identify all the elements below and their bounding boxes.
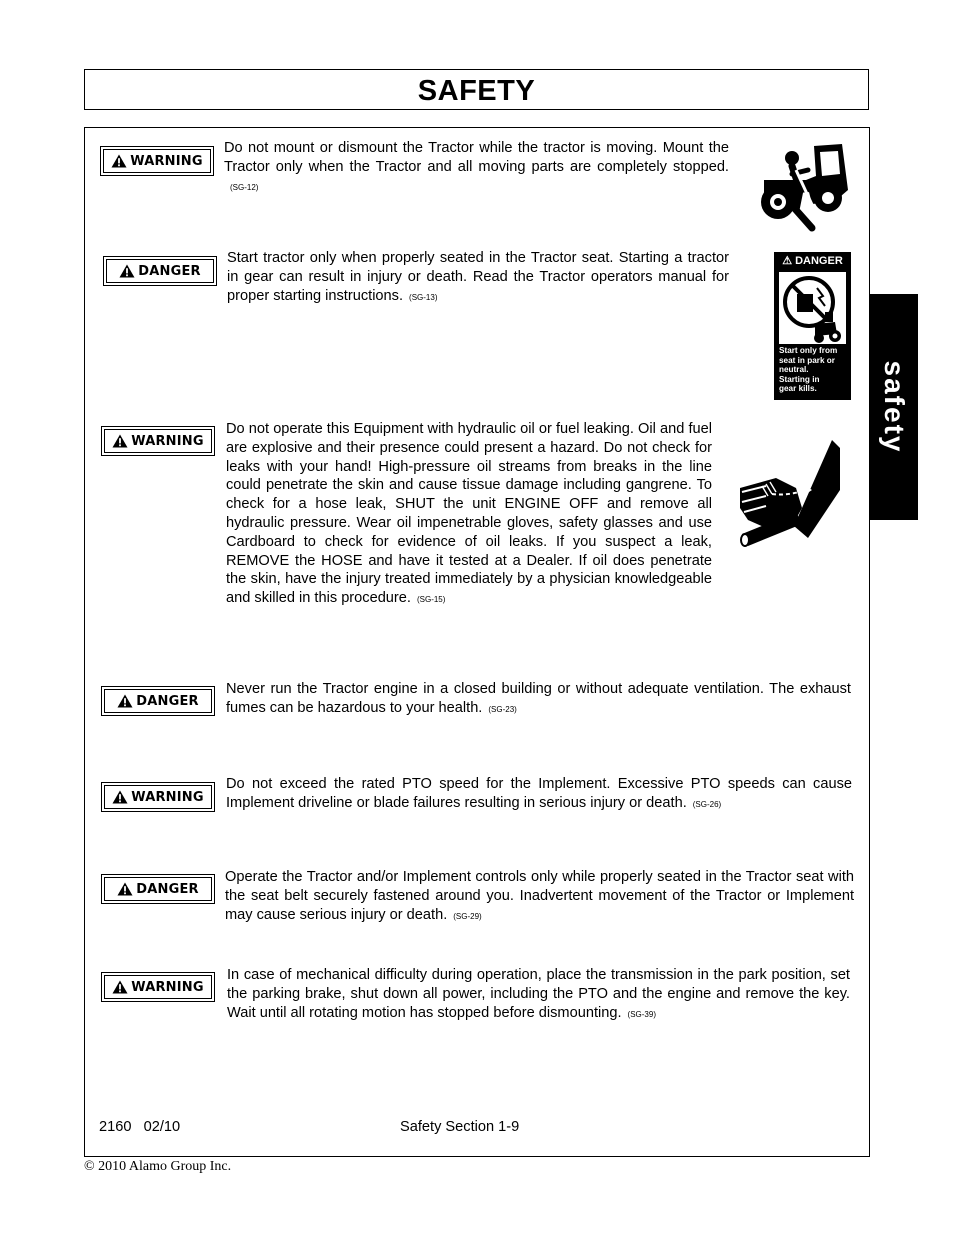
footer-model-date: 2160 02/10 — [99, 1119, 181, 1135]
danger-decal — [774, 252, 851, 400]
badge-label: DANGER — [136, 881, 199, 897]
high-pressure-fluid-hazard-icon — [736, 438, 840, 548]
badge-label: DANGER — [138, 263, 201, 279]
badge-label: WARNING — [131, 789, 204, 805]
warning-badge — [101, 782, 215, 812]
notice-code: (SG-13) — [409, 292, 438, 302]
warning-badge — [100, 146, 214, 176]
alert-triangle-icon — [119, 264, 135, 278]
danger-badge — [101, 686, 215, 716]
notice-code: (SG-12) — [230, 182, 259, 192]
notice-code: (SG-26) — [692, 799, 722, 809]
danger-badge — [103, 256, 217, 286]
alert-triangle-icon — [117, 694, 133, 708]
alert-triangle-icon — [117, 882, 133, 896]
alert-triangle-icon — [111, 154, 127, 168]
badge-label: WARNING — [131, 433, 204, 449]
decal-heading: ⚠ DANGER — [782, 255, 843, 267]
notice-code: (SG-23) — [488, 704, 517, 714]
alert-triangle-icon — [112, 790, 128, 804]
copyright: © 2010 Alamo Group Inc. — [84, 1159, 232, 1174]
alert-triangle-icon: ⚠ — [782, 255, 793, 267]
notice-text: Start tractor only when properly seated in the Tractor seat. Starting a tractor in gear can result in injury or death. Read the Tractor operators manual for proper starting instructions. (SG-13) — [227, 250, 729, 304]
footer-section: Safety Section 1-9 — [400, 1119, 520, 1135]
notice-code: (SG-39) — [627, 1009, 656, 1019]
notice-code: (SG-15) — [416, 595, 446, 605]
side-tab-label: safety — [878, 360, 910, 454]
section-side-tab — [869, 294, 918, 520]
decal-text: Start only from seat in park or neutral. Starting in gear kills. — [779, 346, 838, 394]
tractor-mounting-hazard-icon — [756, 140, 852, 232]
badge-label: DANGER — [136, 693, 199, 709]
danger-badge — [101, 874, 215, 904]
notice-text: Do not mount or dismount the Tractor while the tractor is moving. Mount the Tractor only when the Tractor and all moving parts are completely stopped.(SG-12) — [224, 140, 729, 192]
page-title: SAFETY — [417, 75, 536, 107]
notice-text: Do not operate this Equipment with hydraulic oil or fuel leaking. Oil and fuel are explosive and their presence could present a hazard. Do not check for leaks with your hand! High-pressure oil streams from breaks in the line could penetrate the skin and cause tissue damage including gangrene. To check for a hose leak, SHUT the unit ENGINE OFF and remove all hydraulic pressure. Wear oil impenetrable gloves, safety glasses and use Cardboard to check for evidence of oil leaks. If you suspect a leak, REMOVE the HOSE and have it tested at a Dealer. If oil does penetrate the skin, have the injury treated immediately by a physician knowledgeable and skilled in this procedure. (SG-15) — [226, 421, 712, 607]
header-box — [84, 69, 869, 110]
warning-badge — [101, 426, 215, 456]
notice-text: Never run the Tractor engine in a closed building or without adequate ventilation. The exhaust fumes can be hazardous to your health. (SG-23) — [226, 681, 851, 716]
badge-label: WARNING — [130, 153, 203, 169]
badge-label: WARNING — [131, 979, 204, 995]
notice-code: (SG-29) — [453, 911, 482, 921]
alert-triangle-icon — [112, 434, 128, 448]
warning-badge — [101, 972, 215, 1002]
alert-triangle-icon — [112, 980, 128, 994]
notice-text: In case of mechanical difficulty during operation, place the transmission in the park position, set the parking brake, shut down all power, including the PTO and the engine and remove the key. Wait until all rotating motion has stopped before dismounting. (SG-39) — [227, 967, 850, 1021]
notice-text: Operate the Tractor and/or Implement controls only while properly seated in the Tractor seat with the seat belt securely fastened around you. Inadvertent movement of the Tractor or Implement may cause serious injury or death. (SG-29) — [225, 869, 854, 923]
start-in-gear-hazard-icon — [779, 272, 846, 344]
notice-text: Do not exceed the rated PTO speed for the Implement. Excessive PTO speeds can cause Implement driveline or blade failures resulting in serious injury or death. (SG-26) — [226, 776, 852, 811]
